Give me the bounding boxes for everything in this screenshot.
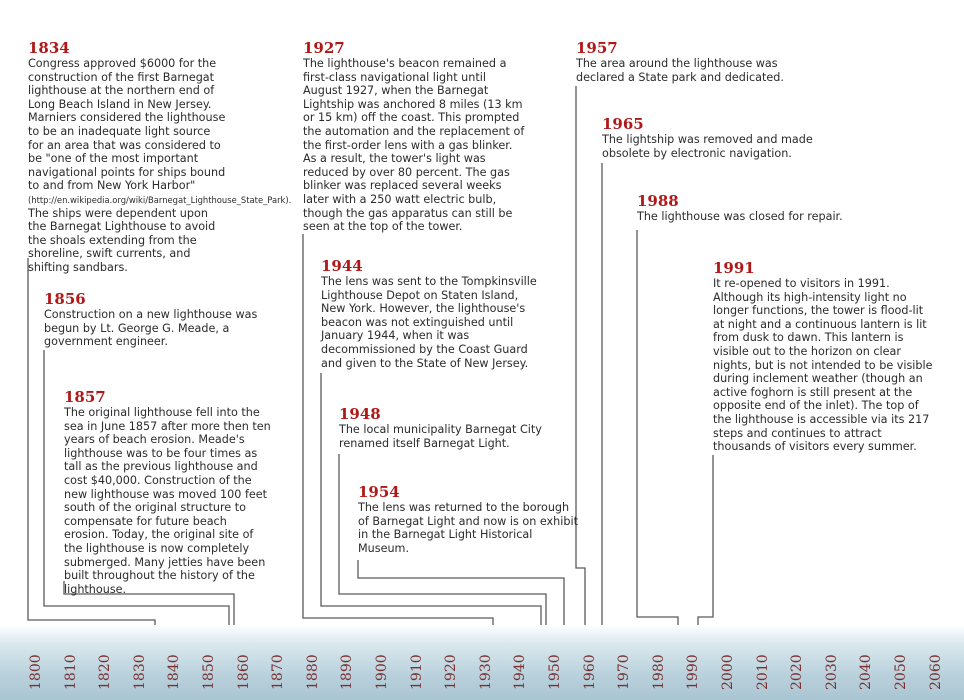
event-year: 1991 <box>713 259 755 277</box>
event-year: 1927 <box>303 39 345 57</box>
event-1834 <box>28 39 292 275</box>
event-text: The lighthouse's beacon remained a first-class navigational light until August 1927, when the Barnegat Lightship was anchored 8 miles (13 km or 15 km) off the coast. This prompted the automation and the replacement of the first-order lens with a gas blinker. As a result, the tower's light was reduced by over 80 percent. The gas blinker was replaced several weeks later with a 250 watt electric bulb, though the gas apparatus can still be seen at the top of the tower. <box>303 57 525 234</box>
axis-year-text: 1930 <box>477 654 494 690</box>
event-text: The lightship was removed and made obsolete by electronic navigation. <box>602 133 813 160</box>
event-text-part: Congress approved $6000 for the construction of the first Barnegat lighthouse at the northern end of Long Beach Island in New Jersey. Marniers considered the lighthouse to be an inadequate light source for an area that was considered to be "one of the most important navigational points for ships bound to and from New York Harbor" <box>28 57 226 193</box>
axis-year-text: 1870 <box>270 654 287 690</box>
axis-year-text: 2010 <box>754 654 771 690</box>
axis-year-text: 2030 <box>823 654 840 690</box>
event-1856 <box>44 291 269 349</box>
event-year: 1948 <box>339 405 381 423</box>
axis-year-text: 1950 <box>547 654 563 690</box>
event-text: The area around the lighthouse was declared a State park and dedicated. <box>576 57 784 84</box>
connector-1988 <box>637 230 678 690</box>
axis-year-text: 1840 <box>166 654 183 690</box>
axis-year-text: 1940 <box>512 654 529 690</box>
event-1948 <box>339 406 554 450</box>
event-1944 <box>321 258 546 370</box>
axis-year-text: 1980 <box>650 654 667 690</box>
axis-year-text: 1970 <box>616 654 633 690</box>
event-year: 1954 <box>358 483 400 501</box>
event-text: It re-opened to visitors in 1991. Although its high-intensity light no longer functions, the tower is flood-lit at night and a continuous lantern is lit from dusk to dawn. This lantern is visible out to the horizon on clear nights, but is not intended to be visible during inclement weather (though an active foghorn is still present at the opposite end of the inlet). The top of the lighthouse is accessible via its 217 steps and continues to attract thousands of visitors every summer. <box>713 277 933 454</box>
axis-year-text: 1820 <box>97 654 114 690</box>
event-year: 1965 <box>602 115 644 133</box>
axis-year-text: 1800 <box>28 654 44 690</box>
axis-year-text: 1810 <box>62 654 79 690</box>
event-1927 <box>303 40 528 234</box>
connector-1957 <box>576 86 585 690</box>
event-year: 1856 <box>44 290 86 308</box>
event-1965 <box>602 116 817 160</box>
axis-year-text: 1910 <box>408 654 425 690</box>
axis-year-text: 2040 <box>858 654 875 690</box>
axis-year-text: 1850 <box>201 654 217 690</box>
axis-year-text: 1900 <box>374 654 390 690</box>
axis-year-text: 1890 <box>339 654 356 690</box>
axis-year-text: 1920 <box>443 654 460 690</box>
axis-year-text: 1830 <box>131 654 148 690</box>
event-text: The lens was sent to the Tompkinsville Lighthouse Depot on Staten Island, New York. However, the lighthouse's beacon was not extinguished until January 1944, when it was decommissioned by the Coast Guard and given to the State of New Jersey. <box>321 275 537 370</box>
event-year: 1857 <box>64 388 106 406</box>
event-text: Construction on a new lighthouse was begun by Lt. George G. Meade, a government engineer. <box>44 308 258 349</box>
axis-year-text: 1860 <box>235 654 252 690</box>
event-year: 1957 <box>576 39 618 57</box>
event-text: The lens was returned to the borough of Barnegat Light and now is on exhibit in the Barnegat Light Historical Museum. <box>358 501 578 555</box>
axis-year-text: 2020 <box>789 654 806 690</box>
event-1991 <box>713 260 935 454</box>
event-year: 1988 <box>637 192 679 210</box>
event-year: 1944 <box>321 257 363 275</box>
event-text <box>28 57 292 275</box>
event-text: The lighthouse was closed for repair. <box>637 210 843 223</box>
event-text: The local municipality Barnegat City renamed itself Barnegat Light. <box>339 423 542 450</box>
event-1954 <box>358 484 583 555</box>
event-text: The original lighthouse fell into the sea in June 1857 after more then ten years of beach erosion. Meade's lighthouse was to be four times as tall as the previous lighthouse and cost $40,000. Construction of the new lighthouse was moved 100 feet south of the original structure to compensate for future beach erosion. Today, the original site of the lighthouse is now completely submerged. Many jetties have been built throughout the history of the lighthouse. <box>64 406 271 596</box>
axis-year-text: 2060 <box>927 654 944 690</box>
event-year: 1834 <box>28 39 70 57</box>
axis-year-text: 1960 <box>581 654 598 690</box>
event-text-part: The ships were dependent upon the Barnegat Lighthouse to avoid the shoals extending from the shoreline, swift currents, and shifting sandbars. <box>28 206 216 274</box>
axis-year-text: 2000 <box>720 654 736 690</box>
axis-year-text: 1990 <box>685 654 702 690</box>
event-1957 <box>576 40 806 84</box>
axis-year-text: 2050 <box>893 654 909 690</box>
event-url: (http://en.wikipedia.org/wiki/Barnegat_Lighthouse_State_Park). <box>28 194 292 205</box>
event-1988 <box>637 193 867 224</box>
event-1857 <box>64 389 274 596</box>
axis-year-text: 1880 <box>304 654 321 690</box>
